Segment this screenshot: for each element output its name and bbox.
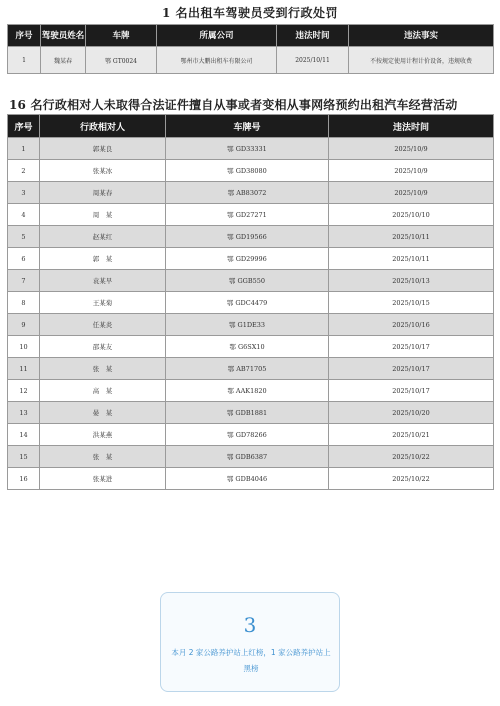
table-cell: 郭 某 bbox=[40, 248, 166, 270]
table-cell: 11 bbox=[8, 358, 40, 380]
badge-text: 本月 2 家公路养护站上红榜，1 家公路养护站上黑榜 bbox=[171, 648, 331, 673]
table-cell: 鄂州市大鹏出租车有限公司 bbox=[157, 47, 277, 74]
table-cell: 13 bbox=[8, 402, 40, 424]
table-cell: 鄂 GD38080 bbox=[166, 160, 329, 182]
table-cell: 鄂 GD29996 bbox=[166, 248, 329, 270]
table-cell: 鄂 GD27271 bbox=[166, 204, 329, 226]
header-cell: 驾驶员姓名 bbox=[41, 25, 86, 47]
table-row bbox=[8, 160, 494, 182]
table-cell: 洪某燕 bbox=[40, 424, 166, 446]
table-cell: 9 bbox=[8, 314, 40, 336]
table-cell: 2025/10/17 bbox=[329, 336, 494, 358]
table-cell: 2025/10/11 bbox=[277, 47, 349, 74]
table-row bbox=[8, 380, 494, 402]
table-cell: 2025/10/10 bbox=[329, 204, 494, 226]
table-cell: 鄂 GDB4046 bbox=[166, 468, 329, 490]
table-cell: 2025/10/16 bbox=[329, 314, 494, 336]
header-cell: 车牌号 bbox=[166, 115, 329, 138]
table-cell: 邵某友 bbox=[40, 336, 166, 358]
table-cell: 10 bbox=[8, 336, 40, 358]
table-row bbox=[8, 468, 494, 490]
table-cell: 不按规定使用计程计价设备，违规收费 bbox=[349, 47, 494, 74]
table-row bbox=[8, 47, 494, 74]
table-cell: 12 bbox=[8, 380, 40, 402]
table-row bbox=[8, 182, 494, 204]
table-cell: 周 某 bbox=[40, 204, 166, 226]
table-cell: 16 bbox=[8, 468, 40, 490]
header-cell: 违法事实 bbox=[349, 25, 494, 47]
table-cell: 2025/10/20 bbox=[329, 402, 494, 424]
table-cell: 2025/10/9 bbox=[329, 160, 494, 182]
table-cell: 晏 某 bbox=[40, 402, 166, 424]
table-row bbox=[8, 424, 494, 446]
table-cell: 鄂 GD33331 bbox=[166, 138, 329, 160]
table-cell: 1 bbox=[8, 47, 41, 74]
table-cell: 鄂 AB71705 bbox=[166, 358, 329, 380]
table-cell: 2025/10/21 bbox=[329, 424, 494, 446]
table-cell: 郭某良 bbox=[40, 138, 166, 160]
table-cell: 鄂 GDC4479 bbox=[166, 292, 329, 314]
table-cell: 张 某 bbox=[40, 358, 166, 380]
penalty-table bbox=[7, 24, 494, 74]
header-cell: 违法时间 bbox=[277, 25, 349, 47]
table-cell: 4 bbox=[8, 204, 40, 226]
table-row bbox=[8, 248, 494, 270]
table-cell: 鄂 GD19566 bbox=[166, 226, 329, 248]
table-cell: 2025/10/22 bbox=[329, 468, 494, 490]
table-cell: 2025/10/17 bbox=[329, 380, 494, 402]
table-row bbox=[8, 226, 494, 248]
table-cell: 2025/10/9 bbox=[329, 138, 494, 160]
table-cell: 鄂 AAK1820 bbox=[166, 380, 329, 402]
table-cell: 鄂 GDB1881 bbox=[166, 402, 329, 424]
table-cell: 1 bbox=[8, 138, 40, 160]
header-cell: 序号 bbox=[8, 25, 41, 47]
table-cell: 鄂 GDB6387 bbox=[166, 446, 329, 468]
table-cell: 张 某 bbox=[40, 446, 166, 468]
table-cell: 周某春 bbox=[40, 182, 166, 204]
badge-number: 3 bbox=[243, 613, 257, 637]
table-cell: 张某冰 bbox=[40, 160, 166, 182]
table-row bbox=[8, 292, 494, 314]
table-cell: 鄂 GT0024 bbox=[86, 47, 157, 74]
table-cell: 魏某春 bbox=[41, 47, 86, 74]
table-cell: 鄂 GGB550 bbox=[166, 270, 329, 292]
table-cell: 8 bbox=[8, 292, 40, 314]
table-cell: 任某炎 bbox=[40, 314, 166, 336]
table-cell: 张某进 bbox=[40, 468, 166, 490]
table-cell: 14 bbox=[8, 424, 40, 446]
header-cell: 所属公司 bbox=[157, 25, 277, 47]
section2-title: 16 名行政相对人未取得合法证件擅自从事或者变相从事网络预约出租汽车经营活动 bbox=[9, 98, 458, 112]
table-cell: 6 bbox=[8, 248, 40, 270]
table-cell: 7 bbox=[8, 270, 40, 292]
table-row bbox=[8, 358, 494, 380]
table-cell: 鄂 AB83072 bbox=[166, 182, 329, 204]
ride-hailing-table-header bbox=[8, 115, 494, 138]
table-row bbox=[8, 402, 494, 424]
table-cell: 2025/10/11 bbox=[329, 226, 494, 248]
table-cell: 赵某红 bbox=[40, 226, 166, 248]
table-cell: 2025/10/15 bbox=[329, 292, 494, 314]
summary-badge bbox=[160, 592, 340, 692]
table-cell: 3 bbox=[8, 182, 40, 204]
table-cell: 袁某早 bbox=[40, 270, 166, 292]
table-cell: 2025/10/22 bbox=[329, 446, 494, 468]
table-row bbox=[8, 270, 494, 292]
ride-hailing-table bbox=[7, 114, 494, 490]
header-cell: 车牌 bbox=[86, 25, 157, 47]
table-cell: 2025/10/11 bbox=[329, 248, 494, 270]
section1-title: 1 名出租车驾驶员受到行政处罚 bbox=[161, 6, 339, 20]
header-cell: 行政相对人 bbox=[40, 115, 166, 138]
table-row bbox=[8, 336, 494, 358]
table-row bbox=[8, 314, 494, 336]
table-row bbox=[8, 204, 494, 226]
table-cell: 2025/10/9 bbox=[329, 182, 494, 204]
table-row bbox=[8, 138, 494, 160]
table-cell: 王某菊 bbox=[40, 292, 166, 314]
header-cell: 序号 bbox=[8, 115, 40, 138]
table-cell: 鄂 G6SX10 bbox=[166, 336, 329, 358]
table-cell: 15 bbox=[8, 446, 40, 468]
table-row bbox=[8, 446, 494, 468]
table-cell: 鄂 G1DE33 bbox=[166, 314, 329, 336]
table-cell: 鄂 GD78266 bbox=[166, 424, 329, 446]
table-cell: 2 bbox=[8, 160, 40, 182]
table-cell: 5 bbox=[8, 226, 40, 248]
penalty-table-header bbox=[8, 25, 494, 47]
table-cell: 高 某 bbox=[40, 380, 166, 402]
table-cell: 2025/10/17 bbox=[329, 358, 494, 380]
table-cell: 2025/10/13 bbox=[329, 270, 494, 292]
header-cell: 违法时间 bbox=[329, 115, 494, 138]
